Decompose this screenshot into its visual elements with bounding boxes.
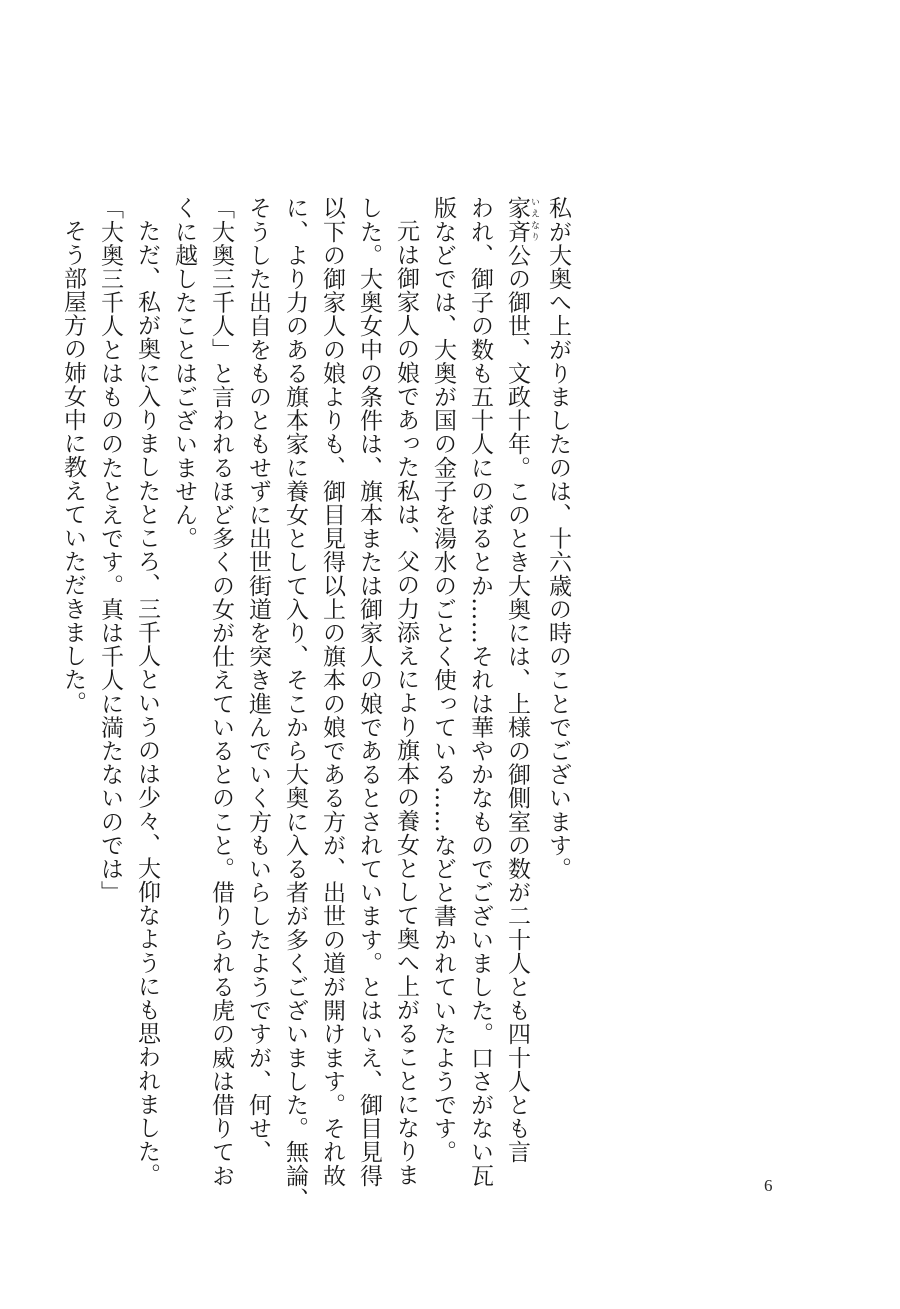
- text-line-rest: 公の御世、文政十年。このとき大奥には、上様の御側室の数が二十人とも四十人とも言: [504, 243, 530, 1164]
- text-line: ただ、私が奥に入りましたところ、三千人というのは少々、大仰なようにも思われました。: [134, 219, 160, 1187]
- text-line: そう部屋方の姉女中に教えていただきました。: [60, 219, 86, 715]
- text-line: 版などでは、大奥が国の金子を湯水のごとく使っている……などと書かれていたようです。: [430, 196, 456, 1164]
- text-line: に、より力のある旗本家に養女として入り、そこから大奥に入る者が多くございました。無論、: [282, 196, 308, 1211]
- text-line: 「大奥三千人」と言われるほど多くの女が仕えているとのこと。借りられる虎の威は借りてお: [208, 196, 234, 1188]
- text-line: 以下の御家人の娘よりも、御目見得以上の旗本の娘である方が、出世の道が開けます。それ故: [319, 196, 345, 1188]
- text-line: くに越したことはございません。: [171, 196, 197, 550]
- text-line: [498, 196, 539, 1164]
- ruby-ienari: 家斉 いえなり: [504, 196, 539, 244]
- text-line: した。大奥女中の条件は、旗本または御家人の娘であるとされています。とはいえ、御目見得: [356, 196, 382, 1188]
- text-line: そうした出自をものともせずに出世街道を突き進んでいく方もいらしたようですが、何せ、: [245, 196, 271, 1164]
- text-line: われ、御子の数も五十人にのぼるとか……それは華やかなものでございました。口さがない瓦: [467, 196, 493, 1188]
- vertical-text-body: [54, 196, 576, 1211]
- text-line: 元は御家人の娘であった私は、父の力添えにより旗本の養女として奥へ上がることになりま: [393, 219, 419, 1187]
- page-number: 6: [764, 1176, 773, 1195]
- text-line: 「大奥三千人とはもののたとえです。真は千人に満たないのでは」: [97, 196, 123, 904]
- text-line: 私が大奥へ上がりましたのは、十六歳の時のことでございます。: [545, 196, 571, 881]
